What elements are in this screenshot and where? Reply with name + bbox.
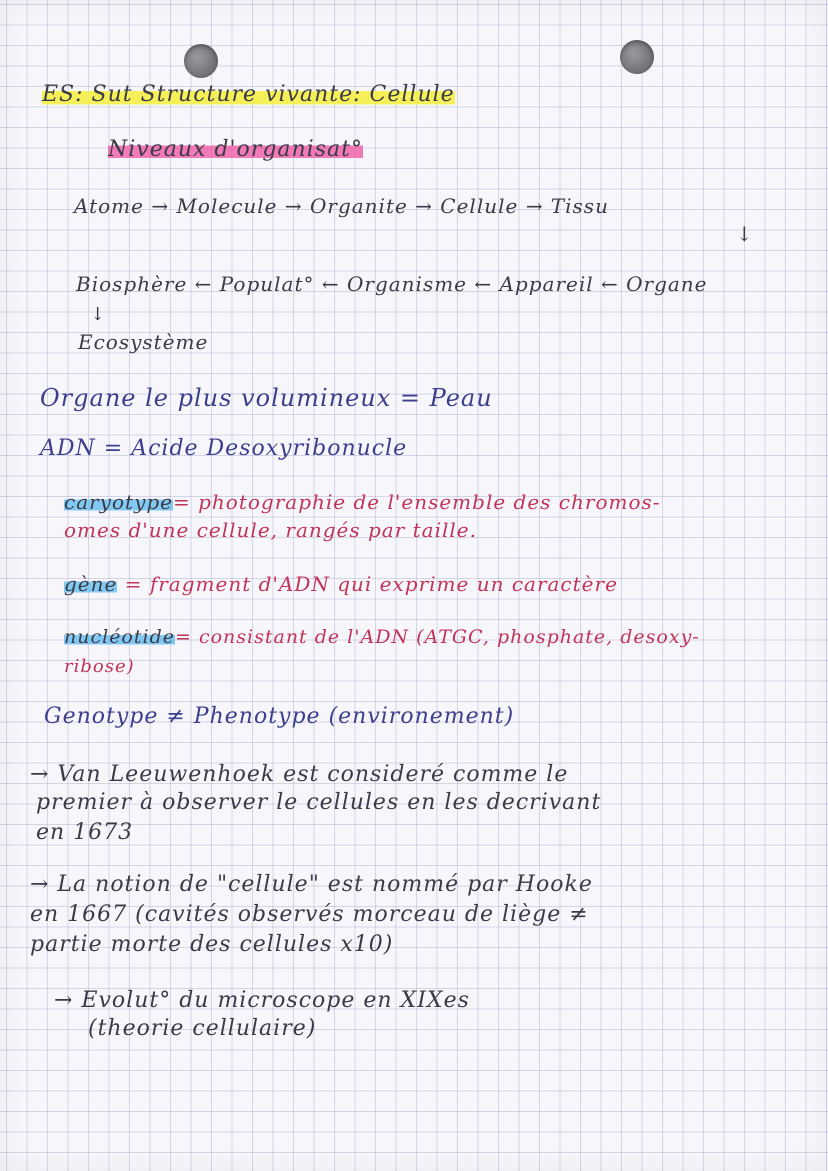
evolution-line-2: (theorie cellulaire) bbox=[88, 1016, 317, 1041]
leeuwenhoek-line-3: en 1673 bbox=[36, 820, 134, 845]
caryotype-term: caryotype bbox=[64, 490, 173, 514]
caryotype-definition bbox=[64, 490, 661, 514]
caryotype-def-line-1: = photographie de l'ensemble des chromos- bbox=[173, 490, 661, 514]
leeuwenhoek-line-1: → Van Leeuwenhoek est consideré comme le bbox=[30, 762, 569, 787]
hooke-line-1: → La notion de "cellule" est nommé par Hooke bbox=[30, 872, 593, 897]
nucleotide-term: nucléotide bbox=[64, 626, 175, 648]
subtitle-text: Niveaux d'organisat° bbox=[108, 137, 363, 162]
subtitle bbox=[108, 137, 363, 162]
levels-row-2: Biosphère ← Populat° ← Organisme ← Appareil ← Organe bbox=[76, 272, 708, 296]
gene-def: = fragment d'ADN qui exprime un caractère bbox=[124, 572, 618, 596]
nucleotide-def-line-2: ribose) bbox=[64, 656, 135, 677]
levels-row-1: Atome → Molecule → Organite → Cellule → Tissu bbox=[74, 194, 609, 218]
adn-line: ADN = Acide Desoxyribonucle bbox=[40, 436, 408, 461]
gene-definition bbox=[64, 572, 618, 596]
hooke-line-3: partie morte des cellules x10) bbox=[30, 932, 394, 957]
nucleotide-definition bbox=[64, 626, 700, 648]
nucleotide-def-line-1: = consistant de l'ADN (ATGC, phosphate, desoxy- bbox=[175, 626, 700, 648]
title bbox=[42, 82, 455, 107]
genotype-line: Genotype ≠ Phenotype (environement) bbox=[44, 704, 515, 729]
organ-line: Organe le plus volumineux = Peau bbox=[40, 384, 493, 412]
caryotype-def-line-2: omes d'une cellule, rangés par taille. bbox=[64, 518, 477, 542]
leeuwenhoek-line-2: premier à observer le cellules en les decrivant bbox=[36, 790, 602, 815]
evolution-line-1: → Evolut° du microscope en XIXes bbox=[54, 988, 470, 1013]
hooke-line-2: en 1667 (cavités observés morceau de liège ≠ bbox=[30, 902, 589, 927]
levels-row-3: Ecosystème bbox=[78, 330, 209, 354]
levels-arrow-down-left: ↓ bbox=[90, 304, 107, 325]
levels-arrow-down-right: ↓ bbox=[736, 222, 754, 246]
binder-hole-left bbox=[184, 44, 218, 78]
title-text: ES: Sut Structure vivante: Cellule bbox=[42, 82, 455, 107]
gene-term: gène bbox=[64, 572, 118, 596]
binder-hole-right bbox=[620, 40, 654, 74]
